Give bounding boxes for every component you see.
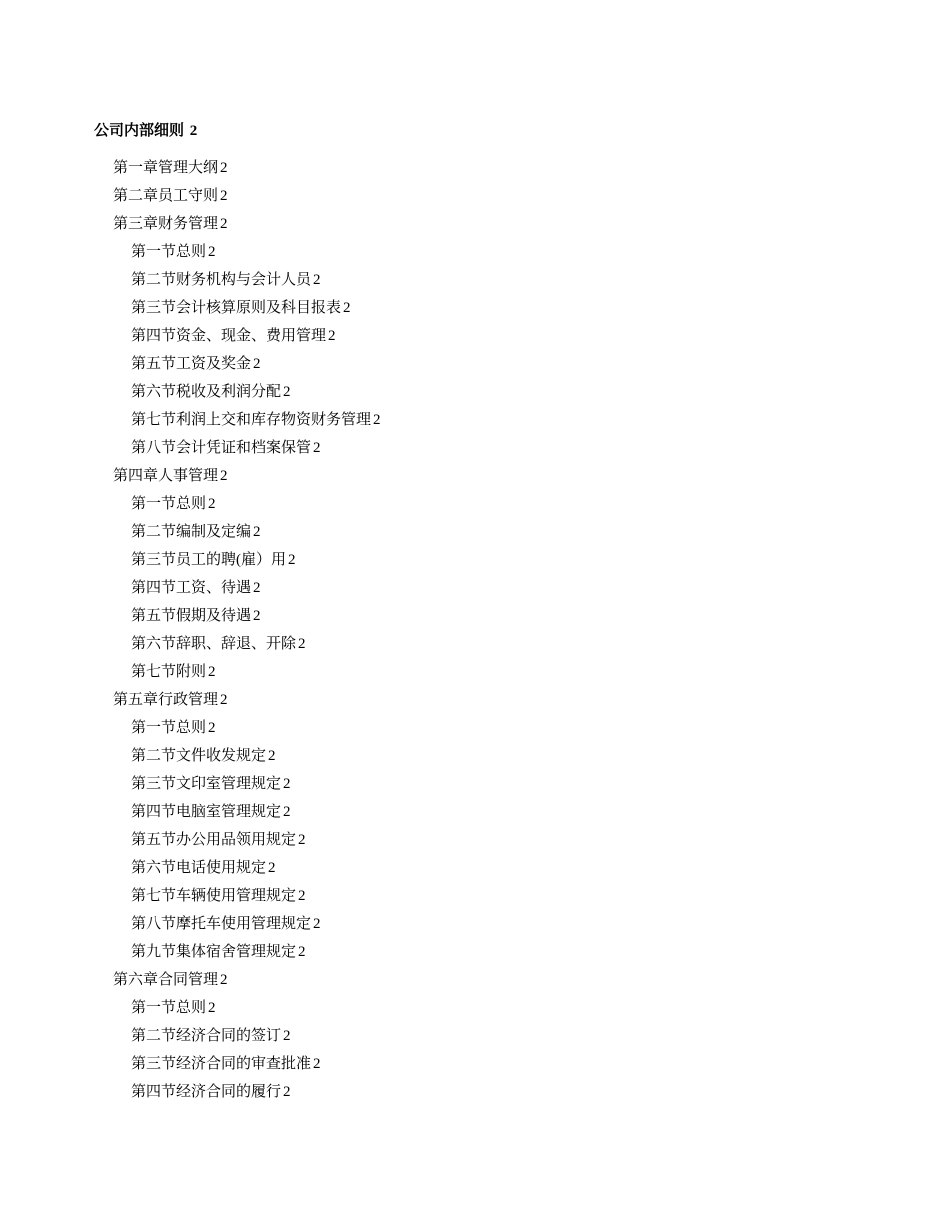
toc-entry-page-number: 2 — [208, 1000, 216, 1016]
toc-section-entry[interactable] — [0, 770, 381, 798]
toc-entry-page-number: 2 — [220, 468, 228, 484]
toc-entry-text: 第九节集体宿舍管理规定 — [131, 944, 297, 960]
toc-entry-page-number: 2 — [283, 1084, 291, 1100]
toc-section-entry[interactable] — [0, 714, 381, 742]
toc-chapter-entry[interactable] — [0, 686, 381, 714]
toc-entry-page-number: 2 — [283, 776, 291, 792]
toc-entry-text: 第一节总则 — [131, 1000, 207, 1016]
toc-entry-text: 第二章员工守则 — [113, 188, 219, 204]
toc-section-entry[interactable] — [0, 630, 381, 658]
toc-entry-text: 第六节电话使用规定 — [131, 860, 267, 876]
toc-entry-page-number: 2 — [313, 440, 321, 456]
toc-entry-text: 第四节资金、现金、费用管理 — [131, 328, 327, 344]
toc-entry-page-number: 2 — [268, 748, 276, 764]
toc-chapter-entry[interactable] — [0, 462, 381, 490]
toc-chapter-entry[interactable] — [0, 154, 381, 182]
toc-entry-page-number: 2 — [220, 216, 228, 232]
toc-entry-text: 第六节税收及利润分配 — [131, 384, 282, 400]
toc-section-entry[interactable] — [0, 294, 381, 322]
toc-section-entry[interactable] — [0, 350, 381, 378]
toc-entry-text: 第五节假期及待遇 — [131, 608, 252, 624]
toc-section-entry[interactable] — [0, 266, 381, 294]
toc-entry-text: 第四节工资、待遇 — [131, 580, 252, 596]
toc-section-entry[interactable] — [0, 938, 381, 966]
toc-section-entry[interactable] — [0, 518, 381, 546]
toc-entry-text: 第四节经济合同的履行 — [131, 1084, 282, 1100]
toc-entry-page-number: 2 — [253, 580, 261, 596]
toc-section-entry[interactable] — [0, 434, 381, 462]
toc-entry-text: 第四节电脑室管理规定 — [131, 804, 282, 820]
toc-entry-page-number: 2 — [313, 272, 321, 288]
toc-entry-page-number: 2 — [208, 720, 216, 736]
toc-entry-page-number: 2 — [298, 636, 306, 652]
toc-entry-page-number: 2 — [220, 188, 228, 204]
toc-entry-text: 第八节会计凭证和档案保管 — [131, 440, 312, 456]
toc-chapter-entry[interactable] — [0, 966, 381, 994]
toc-entry-page-number: 2 — [298, 888, 306, 904]
toc-entry-text: 第三节经济合同的审查批准 — [131, 1056, 312, 1072]
toc-entry-text: 第二节经济合同的签订 — [131, 1028, 282, 1044]
toc-entry-text: 第五节工资及奖金 — [131, 356, 252, 372]
toc-section-entry[interactable] — [0, 826, 381, 854]
toc-entry-text: 第三章财务管理 — [113, 216, 219, 232]
toc-entry-text: 第六节辞职、辞退、开除 — [131, 636, 297, 652]
toc-entry-text: 第三节会计核算原则及科目报表 — [131, 300, 342, 316]
toc-entry-page-number: 2 — [298, 832, 306, 848]
toc-section-entry[interactable] — [0, 546, 381, 574]
toc-entry-page-number: 2 — [268, 860, 276, 876]
toc-entry-page-number: 2 — [288, 552, 296, 568]
toc-title — [94, 120, 197, 142]
toc-section-entry[interactable] — [0, 322, 381, 350]
toc-entry-page-number: 2 — [343, 300, 351, 316]
toc-section-entry[interactable] — [0, 574, 381, 602]
toc-entry-page-number: 2 — [283, 804, 291, 820]
toc-section-entry[interactable] — [0, 1050, 381, 1078]
toc-section-entry[interactable] — [0, 1078, 381, 1106]
toc-entry-page-number: 2 — [328, 328, 336, 344]
toc-entry-text: 第五节办公用品领用规定 — [131, 832, 297, 848]
toc-entry-page-number: 2 — [220, 972, 228, 988]
toc-entry-page-number: 2 — [208, 244, 216, 260]
toc-entry-page-number: 2 — [208, 496, 216, 512]
toc-section-entry[interactable] — [0, 658, 381, 686]
toc-entry-text: 第四章人事管理 — [113, 468, 219, 484]
toc-section-entry[interactable] — [0, 378, 381, 406]
toc-entry-text: 第六章合同管理 — [113, 972, 219, 988]
toc-entry-text: 第八节摩托车使用管理规定 — [131, 916, 312, 932]
toc-section-entry[interactable] — [0, 854, 381, 882]
toc-entry-page-number: 2 — [313, 916, 321, 932]
toc-entry-page-number: 2 — [220, 692, 228, 708]
toc-chapter-entry[interactable] — [0, 182, 381, 210]
toc-entry-page-number: 2 — [253, 608, 261, 624]
toc-entry-page-number: 2 — [208, 664, 216, 680]
toc-section-entry[interactable] — [0, 1022, 381, 1050]
toc-entry-page-number: 2 — [283, 1028, 291, 1044]
toc-section-entry[interactable] — [0, 882, 381, 910]
toc-entry-text: 第七节车辆使用管理规定 — [131, 888, 297, 904]
toc-entry-text: 第二节文件收发规定 — [131, 748, 267, 764]
toc-section-entry[interactable] — [0, 238, 381, 266]
toc-section-entry[interactable] — [0, 406, 381, 434]
toc-entry-text: 第一章管理大纲 — [113, 160, 219, 176]
toc-title-text: 公司内部细则 — [94, 123, 185, 139]
toc-entry-page-number: 2 — [298, 944, 306, 960]
toc-entry-page-number: 2 — [283, 384, 291, 400]
toc-entry-page-number: 2 — [220, 160, 228, 176]
toc-section-entry[interactable] — [0, 602, 381, 630]
toc-entry-text: 第一节总则 — [131, 496, 207, 512]
toc-chapter-entry[interactable] — [0, 210, 381, 238]
toc-section-entry[interactable] — [0, 910, 381, 938]
toc-section-entry[interactable] — [0, 490, 381, 518]
toc-entry-text: 第五章行政管理 — [113, 692, 219, 708]
toc-entry-text: 第七节附则 — [131, 664, 207, 680]
toc-entry-text: 第一节总则 — [131, 720, 207, 736]
toc-entry-page-number: 2 — [253, 356, 261, 372]
toc-entry-page-number: 2 — [253, 524, 261, 540]
toc-entry-text: 第七节利润上交和库存物资财务管理 — [131, 412, 372, 428]
toc-entry-page-number: 2 — [373, 412, 381, 428]
toc-section-entry[interactable] — [0, 742, 381, 770]
toc-entry-text: 第二节财务机构与会计人员 — [131, 272, 312, 288]
toc-entry-text: 第二节编制及定编 — [131, 524, 252, 540]
toc-entry-page-number: 2 — [313, 1056, 321, 1072]
toc-entry-text: 第三节文印室管理规定 — [131, 776, 282, 792]
toc-entry-text: 第一节总则 — [131, 244, 207, 260]
toc-section-entry[interactable] — [0, 994, 381, 1022]
table-of-contents — [0, 154, 381, 1106]
toc-title-page-number: 2 — [189, 123, 198, 139]
toc-entry-text: 第三节员工的聘(雇）用 — [131, 552, 286, 568]
toc-section-entry[interactable] — [0, 798, 381, 826]
